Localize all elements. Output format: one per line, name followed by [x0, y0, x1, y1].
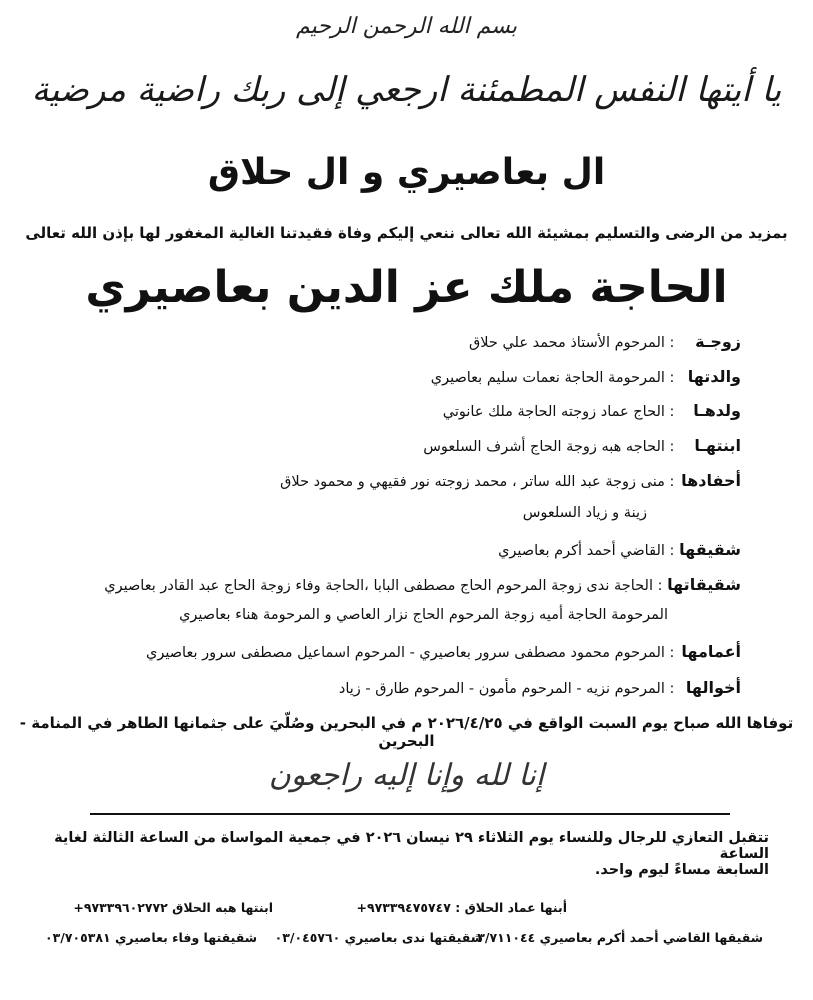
contact-brother: شقيقها القاضي أحمد أكرم بعاصيري ٠٣/٧١١٠٤٤ — [469, 930, 763, 945]
relative-key: والدتها — [687, 367, 741, 386]
contact-daughter: ابنتها هبه الحلاق ٩٧٣٣٩٦٠٢٧٧٢+ — [73, 900, 273, 915]
relative-row-maternal-uncles — [21, 678, 741, 697]
intro-text: بمزيد من الرضى والتسليم بمشيئة الله تعالى ننعي إليكم وفاة فقيدتنا الغالية المغفور لها بإذن الله تعالى — [25, 224, 788, 242]
condolences-line-1: تتقبل التعازي للرجال وللنساء يوم الثلاثاء ٢٩ نيسان ٢٠٢٦ في جمعية المواساة من الساعة الثالثة لغاية الساعة — [54, 830, 769, 862]
basmala-calligraphy: بسم الله الرحمن الرحيم — [295, 14, 518, 39]
relative-key: شقيقاتها — [667, 575, 741, 594]
relative-row-mother — [21, 367, 741, 386]
relative-value: زينة و زياد السلعوس — [522, 505, 647, 521]
relative-value: : المرحوم نزيه - المرحوم مأمون - المرحوم طارق - زياد — [338, 681, 675, 697]
relative-value: : الحاج عماد زوجته الحاجة ملك عانوتي — [442, 404, 675, 420]
relative-row-husband — [21, 332, 741, 351]
relative-value: : المرحوم الأستاذ محمد علي حلاق — [468, 335, 675, 351]
relative-key: ابنتهـا — [694, 436, 741, 455]
contact-son: أبنها عماد الحلاق : ٩٧٣٣٩٤٧٥٧٤٧+ — [356, 900, 567, 915]
relative-value: : المرحوم محمود مصطفى سرور بعاصيري - المرحوم اسماعيل مصطفى سرور بعاصيري — [146, 645, 675, 661]
relative-key: أحفادها — [681, 471, 741, 490]
families-title: ال بعاصيري و ال حلاق — [207, 152, 606, 193]
relative-value: : الحاجه هبه زوجة الحاج أشرف السلعوس — [423, 439, 675, 455]
divider-line — [90, 813, 730, 815]
relative-row-sisters-cont — [0, 607, 668, 623]
relative-key: شقيقها — [679, 540, 741, 559]
contact-sister-nada: شقيقتها ندى بعاصيري ٠٣/٠٤٥٧٦٠ — [274, 930, 483, 945]
relative-row-grandchildren — [21, 471, 741, 490]
relative-row-son — [21, 401, 741, 420]
relative-row-paternal-uncles — [21, 642, 741, 661]
quran-verse-calligraphy: يا أيتها النفس المطمئنة ارجعي إلى ربك راضية مرضية — [31, 70, 782, 110]
relative-key: زوجـة — [695, 332, 741, 351]
relative-row-sisters — [21, 575, 741, 594]
contact-sister-wafa: شقيقتها وفاء بعاصيري ٠٣/٧٠٥٣٨١ — [45, 930, 257, 945]
relative-row-brother — [21, 540, 741, 559]
relative-row-grandchildren-cont — [0, 505, 647, 521]
deceased-name: الحاجة ملك عز الدين بعاصيري — [85, 262, 728, 313]
relative-key: ولدهـا — [693, 401, 741, 420]
relative-key: أعمامها — [681, 642, 741, 661]
relative-key: أخوالها — [685, 678, 741, 697]
relative-value: : الحاجة ندى زوجة المرحوم الحاج مصطفى البابا ،الحاجة وفاء زوجة الحاج عبد القادر بعاصيري — [104, 578, 663, 594]
relative-value: : منى زوجة عبد الله ساتر ، محمد زوجته نور فقيهي و محمود حلاق — [280, 474, 675, 490]
relative-value: : القاضي أحمد أكرم بعاصيري — [498, 543, 675, 559]
condolences-line-2: السابعة مساءً ليوم واحد. — [594, 862, 769, 878]
death-notice: توفاها الله صباح يوم السبت الواقع في ٢٠٢٦/٤/٢٥ م في البحرين وصُلّيَ على جثمانها الطاهر في المنامة - البحرين — [19, 714, 794, 750]
relative-value: المرحومة الحاجة أميه زوجة المرحوم الحاج نزار العاصي و المرحومة هناء بعاصيري — [179, 607, 668, 623]
relative-value: : المرحومة الحاجة نعمات سليم بعاصيري — [430, 370, 675, 386]
relative-row-daughter — [21, 436, 741, 455]
closing-verse-calligraphy: إنا لله وإنا إليه راجعون — [268, 758, 545, 793]
